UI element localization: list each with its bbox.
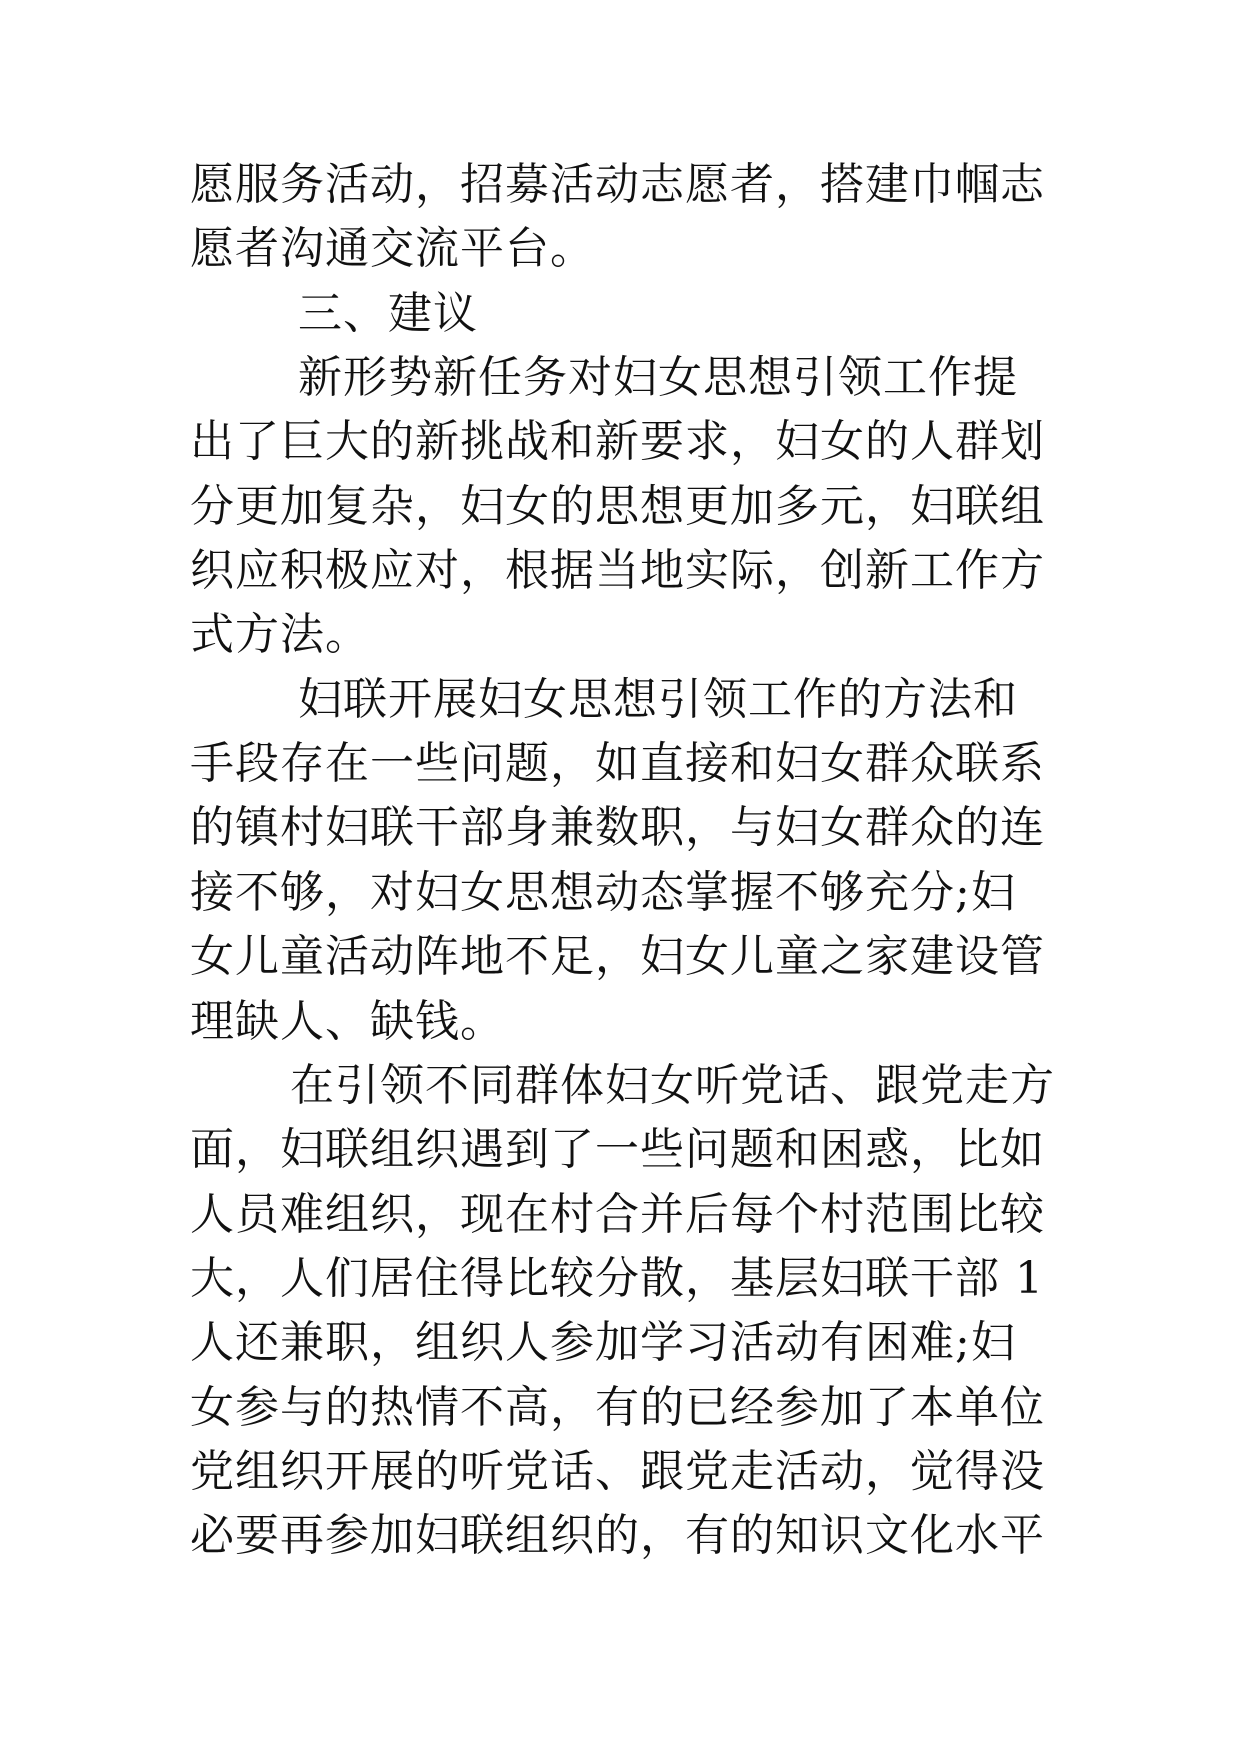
- text-line: 织应积极应对，根据当地实际，创新工作方: [190, 545, 1045, 596]
- text-line: 分更加复杂，妇女的思想更加多元，妇联组: [190, 481, 1045, 532]
- text-line: 接不够，对妇女思想动态掌握不够充分;妇: [190, 867, 1016, 918]
- text-line: 大，人们居住得比较分散，基层妇联干部 1: [190, 1253, 1044, 1304]
- text-line: 理缺人、缺钱。: [190, 996, 505, 1047]
- text-line: 女儿童活动阵地不足，妇女儿童之家建设管: [190, 931, 1045, 982]
- text-line: 人还兼职，组织人参加学习活动有困难;妇: [190, 1317, 1016, 1368]
- text-line: 出了巨大的新挑战和新要求，妇女的人群划: [190, 416, 1045, 467]
- text-line: 人员难组织，现在村合并后每个村范围比较: [190, 1189, 1045, 1240]
- text-line: 手段存在一些问题，如直接和妇女群众联系: [190, 738, 1045, 789]
- text-line: 必要再参加妇联组织的，有的知识文化水平: [190, 1510, 1045, 1561]
- text-line: 愿者沟通交流平台。: [190, 223, 595, 274]
- text-line: 的镇村妇联干部身兼数职，与妇女群众的连: [190, 802, 1045, 853]
- text-line: 女参与的热情不高，有的已经参加了本单位: [190, 1382, 1045, 1433]
- text-line: 妇联开展妇女思想引领工作的方法和: [298, 674, 1018, 725]
- text-line: 党组织开展的听党话、跟党走活动，觉得没: [190, 1446, 1045, 1497]
- text-line: 愿服务活动，招募活动志愿者，搭建巾帼志: [190, 159, 1045, 210]
- text-line: 式方法。: [190, 609, 370, 660]
- text-line: 面，妇联组织遇到了一些问题和困惑，比如: [190, 1124, 1045, 1175]
- text-line: 新形势新任务对妇女思想引领工作提: [298, 352, 1018, 403]
- section-heading: 三、建议: [298, 288, 478, 339]
- text-line: 在引领不同群体妇女听党话、跟党走方: [290, 1060, 1055, 1111]
